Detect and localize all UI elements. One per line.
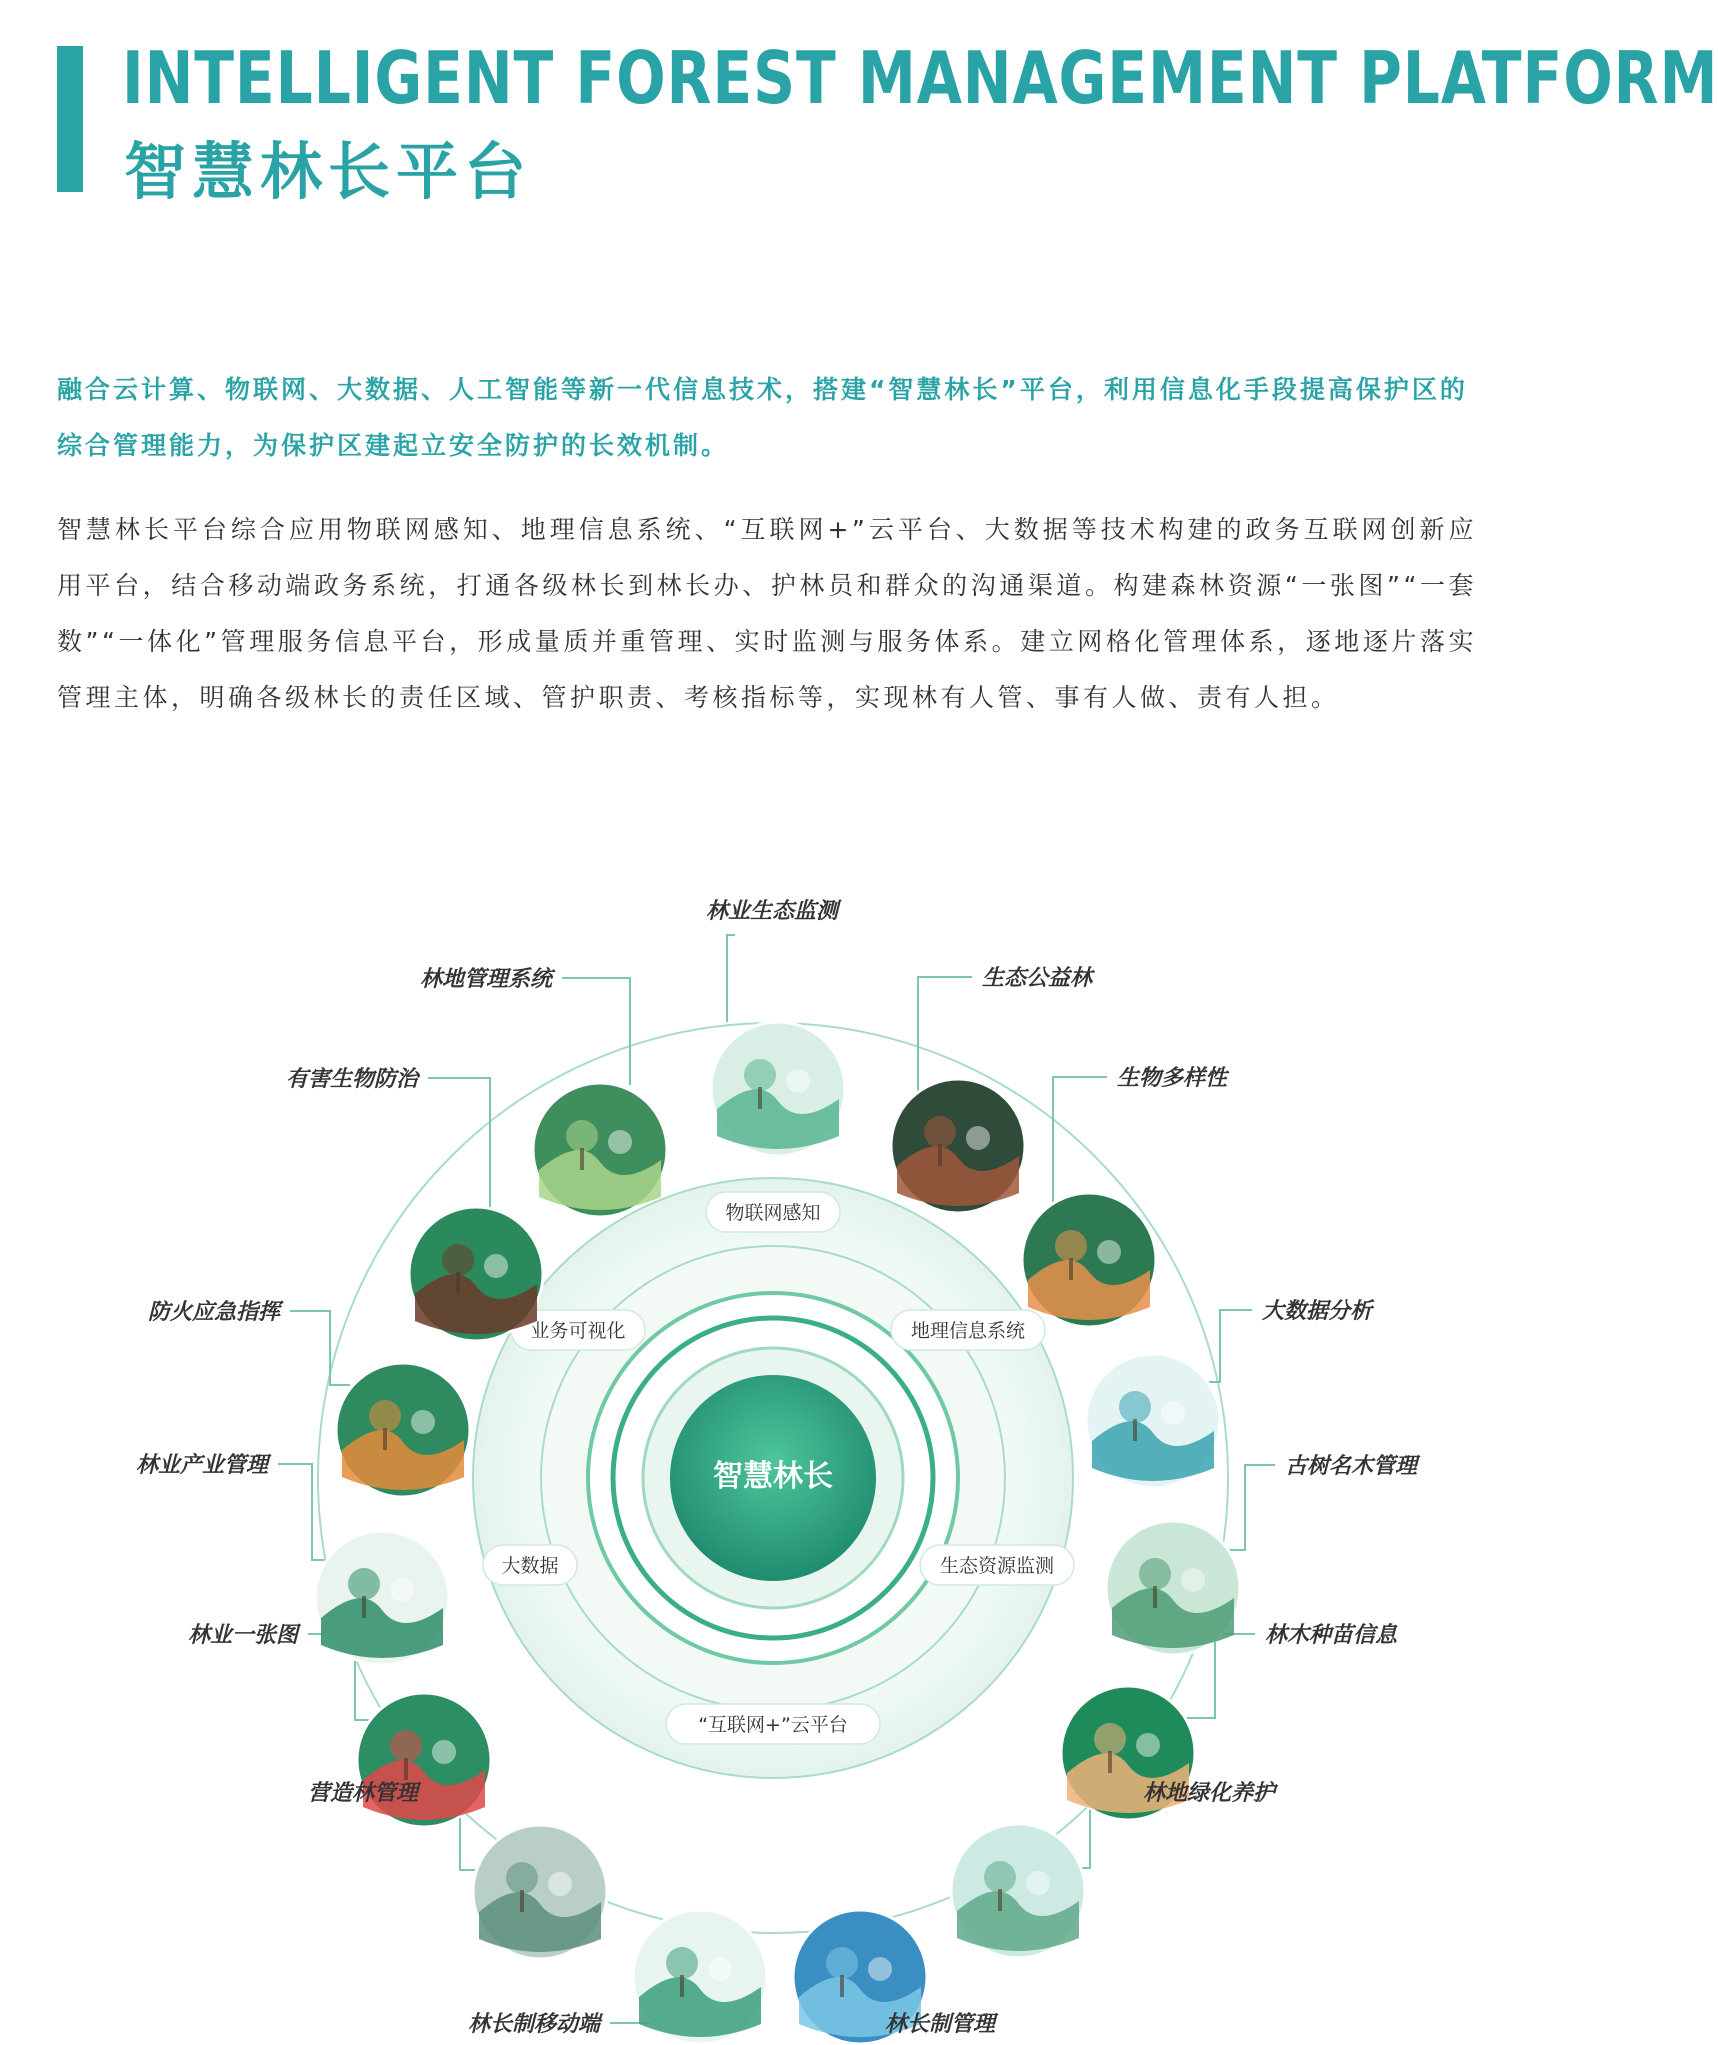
module-scene-tree [744,1059,776,1091]
module-scene-tree [506,1862,538,1894]
module-label: 营造林管理 [307,1781,418,1806]
module-scene-trunk [404,1758,408,1780]
intro-lead: 融合云计算、物联网、大数据、人工智能等新一代信息技术，搭建“智慧林长”平台，利用信息化手段提高保护区的综合管理能力，为保护区建起立安全防护的长效机制。 [57,375,1468,460]
module-scene-trunk [938,1144,942,1166]
ring-label-pill [891,1310,1045,1350]
module-scene-tree [442,1244,474,1276]
ring-label-text: 业务可视化 [530,1320,626,1342]
presentation-icon [315,1531,449,1665]
module-label: 林木种苗信息 [1265,1623,1398,1648]
module-scene-accent [608,1130,632,1154]
ring-label-text: 生态资源监测 [939,1555,1055,1577]
module-scene-tree [369,1400,401,1432]
module-scene-accent [1097,1240,1121,1264]
ring-label-pill [483,1545,577,1585]
module-scene-tree [924,1116,956,1148]
title-accent-bar [57,46,83,192]
ring-label-pill [706,1192,840,1232]
module-label: 有害生物防治 [285,1067,418,1092]
module-label: 林地管理系统 [419,967,552,992]
module-label: 林长制移动端 [467,2012,600,2037]
module-label: 大数据分析 [1262,1299,1373,1324]
module-scene-tree [1094,1723,1126,1755]
module-connector [428,1078,490,1207]
ring-label-text: 大数据 [501,1555,559,1577]
module-scene-accent [1161,1401,1185,1425]
ring-label-pill [920,1545,1074,1585]
mountain-forest-icon [473,1825,607,1959]
module-scene-accent [432,1740,456,1764]
module-connector [918,977,972,1092]
map-pin-icon [357,1693,491,1827]
module-scene-tree [984,1861,1016,1893]
module-scene-tree [1055,1230,1087,1262]
module-connector [727,935,735,1022]
data-analytics-icon [1086,1354,1220,1488]
module-label: 防火应急指挥 [147,1300,280,1325]
page-title-en: INTELLIGENT FOREST MANAGEMENT PLATFORM [122,36,1718,120]
module-label: 生态公益林 [982,966,1093,991]
module-scene-accent [1026,1871,1050,1895]
module-label: 林业产业管理 [135,1453,268,1478]
caterpillar-icon [409,1207,543,1341]
module-scene-accent [390,1578,414,1602]
intro-body: 智慧林长平台综合应用物联网感知、地理信息系统、“互联网+”云平台、大数据等技术构建的政务互联网创新应用平台，结合移动端政务系统，打通各级林长到林长办、护林员和群众的沟通渠道。构建森林资源“一张图”“一套数”“一体化”管理服务信息平台，形成量质并重管理、实时监测与服务体系。建立网格化管理体系，逐地逐片落实管理主体，明确各级林长的责任区域、管护职责、考核指标等，实现林有人管、事有人做、责有人担。 [57,515,1477,712]
module-scene-tree [666,1947,698,1979]
module-scene-trunk [520,1890,524,1912]
sun-valley-icon [711,1022,845,1156]
module-scene-accent [411,1410,435,1434]
module-scene-accent [1136,1733,1160,1757]
page-title-cn: 智慧林长平台 [124,135,533,208]
module-scene-tree [1119,1391,1151,1423]
module-scene-accent [708,1957,732,1981]
core-label: 智慧林长 [713,1459,833,1494]
ring-label-pill [666,1704,880,1744]
module-scene-tree [826,1947,858,1979]
module-scene-trunk [1108,1751,1112,1773]
module-scene-accent [548,1872,572,1896]
module-label: 林长制管理 [885,2012,996,2037]
module-scene-accent [868,1957,892,1981]
module-scene-tree [390,1730,422,1762]
module-scene-tree [348,1568,380,1600]
module-connector [290,1311,350,1385]
module-scene-trunk [383,1428,387,1450]
ring-label-text: 物联网感知 [725,1202,821,1224]
module-scene-trunk [456,1272,460,1294]
module-connector [1204,1310,1252,1382]
ring-label-text: “互联网+”云平台 [698,1714,848,1736]
module-scene-trunk [1153,1586,1157,1608]
trees-icon [533,1083,667,1217]
no-fire-icon [336,1363,470,1497]
module-scene-trunk [998,1889,1002,1911]
module-label: 林地绿化养护 [1143,1781,1276,1806]
deer-forest-icon [891,1079,1025,1213]
module-scene-trunk [580,1148,584,1170]
module-connector [1053,1077,1107,1203]
old-trees-icon [1106,1521,1240,1655]
module-scene-tree [1139,1558,1171,1590]
green-hills-icon [951,1824,1085,1958]
module-scene-accent [1181,1568,1205,1592]
module-scene-trunk [680,1975,684,1997]
module-scene-accent [786,1069,810,1093]
module-scene-trunk [758,1087,762,1109]
module-label: 生物多样性 [1117,1066,1228,1091]
module-scene-trunk [1133,1419,1137,1441]
module-scene-trunk [1069,1258,1073,1280]
module-scene-accent [966,1126,990,1150]
platform-diagram [0,860,1520,2040]
module-label: 林业一张图 [187,1623,298,1648]
module-scene-trunk [362,1596,366,1618]
mobile-app-icon [633,1910,767,2044]
ring-label-text: 地理信息系统 [910,1320,1026,1342]
wildlife-icon [1022,1193,1156,1327]
module-label: 古树名木管理 [1285,1454,1418,1479]
module-label: 林业生态监测 [705,899,839,924]
module-scene-trunk [840,1975,844,1997]
module-scene-accent [484,1254,508,1278]
module-connector [1225,1465,1275,1550]
module-scene-tree [566,1120,598,1152]
